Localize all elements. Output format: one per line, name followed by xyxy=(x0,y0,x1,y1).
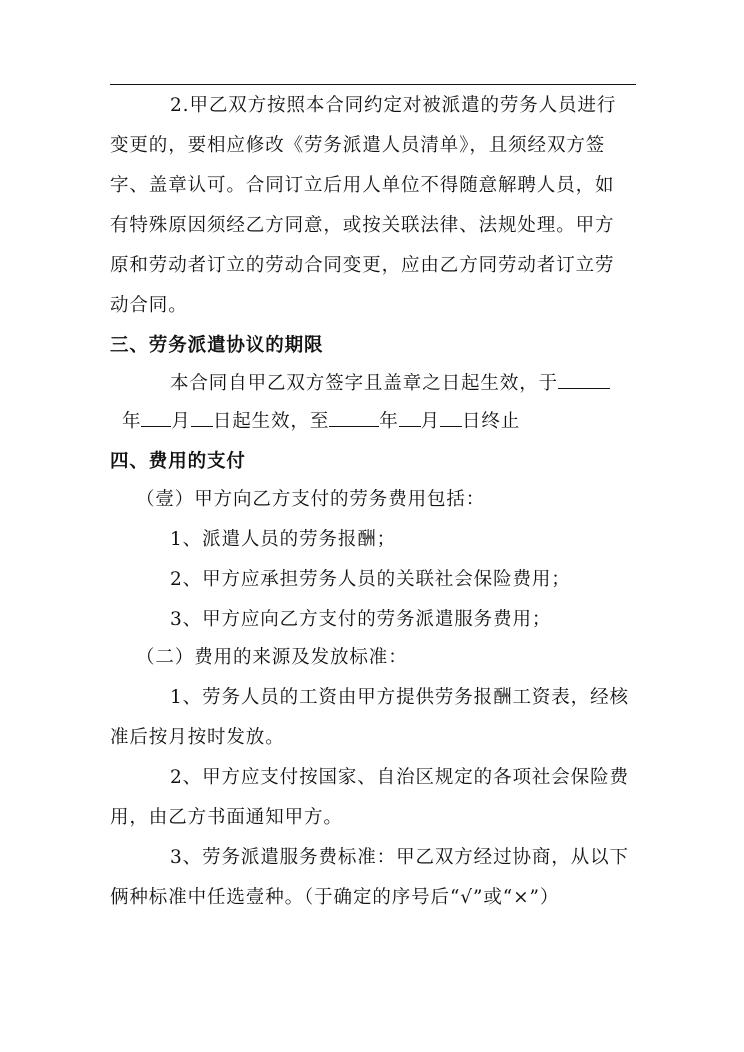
end-month-label: 月 xyxy=(420,411,441,432)
clause2-line-5: 原和劳动者订立的劳动合同变更，应由乙方同劳动者订立劳 xyxy=(110,255,615,276)
date-blank-input[interactable] xyxy=(558,372,610,389)
end-year-label: 年 xyxy=(379,411,399,432)
month-label: 月 xyxy=(171,411,191,432)
standard-item-1-line-1: 1、劳务人员的工资由甲方提供劳务报酬工资表，经核 xyxy=(170,687,629,708)
end-month-blank-input[interactable] xyxy=(399,410,421,427)
clause2-line-6: 动合同。 xyxy=(110,295,188,316)
standard-item-2-line-2: 用，由乙方书面通知甲方。 xyxy=(110,807,343,828)
standard-item-1-line-2: 准后按月按时发放。 xyxy=(110,727,285,748)
standard-item-3-line-1: 3、劳务派遣服务费标准：甲乙双方经过协商，从以下 xyxy=(170,847,629,868)
standard-item-2-line-1: 2、甲方应支付按国家、自治区规定的各项社会保险费 xyxy=(170,767,629,788)
section3-heading: 三、劳务派遣协议的期限 xyxy=(110,335,324,356)
section3-text-line-1 xyxy=(170,372,610,396)
header-rule xyxy=(110,84,636,85)
end-day-blank-input[interactable] xyxy=(440,410,462,427)
standard-item-3-line-2: 俩种标准中任选壹种。（于确定的序号后“√”或“×”） xyxy=(110,887,560,908)
fee-item-1: 1、派遣人员的劳务报酬； xyxy=(170,529,397,550)
end-year-blank-input[interactable] xyxy=(329,410,379,427)
day-end-label: 日终止 xyxy=(462,411,521,432)
clause2-line-1: 2.甲乙双方按照本合同约定对被派遣的劳务人员进行 xyxy=(170,95,617,116)
month-blank-input[interactable] xyxy=(141,410,171,427)
section4-part2: （二）费用的来源及发放标准： xyxy=(136,647,408,668)
clause2-line-4: 有特殊原因须经乙方同意，或按关联法律、法规处理。甲方 xyxy=(110,215,615,236)
clause2-line-3: 字、盖章认可。合同订立后用人单位不得随意解聘人员，如 xyxy=(110,175,615,196)
section3-text: 本合同自甲乙双方签字且盖章之日起生效，于 xyxy=(170,373,559,394)
year-label: 年 xyxy=(122,411,142,432)
clause2-line-2: 变更的，要相应修改《劳务派遣人员清单》，且须经双方签 xyxy=(110,135,606,156)
day-start-label: 日起生效，至 xyxy=(212,411,330,432)
section4-part1: （壹）甲方向乙方支付的劳务费用包括： xyxy=(136,489,486,510)
day-blank-input[interactable] xyxy=(191,410,213,427)
section4-heading: 四、费用的支付 xyxy=(110,451,246,472)
fee-item-3: 3、甲方应向乙方支付的劳务派遣服务费用； xyxy=(170,609,552,630)
section3-text-line-2 xyxy=(122,410,520,434)
fee-item-2: 2、甲方应承担劳务人员的关联社会保险费用； xyxy=(170,569,571,590)
